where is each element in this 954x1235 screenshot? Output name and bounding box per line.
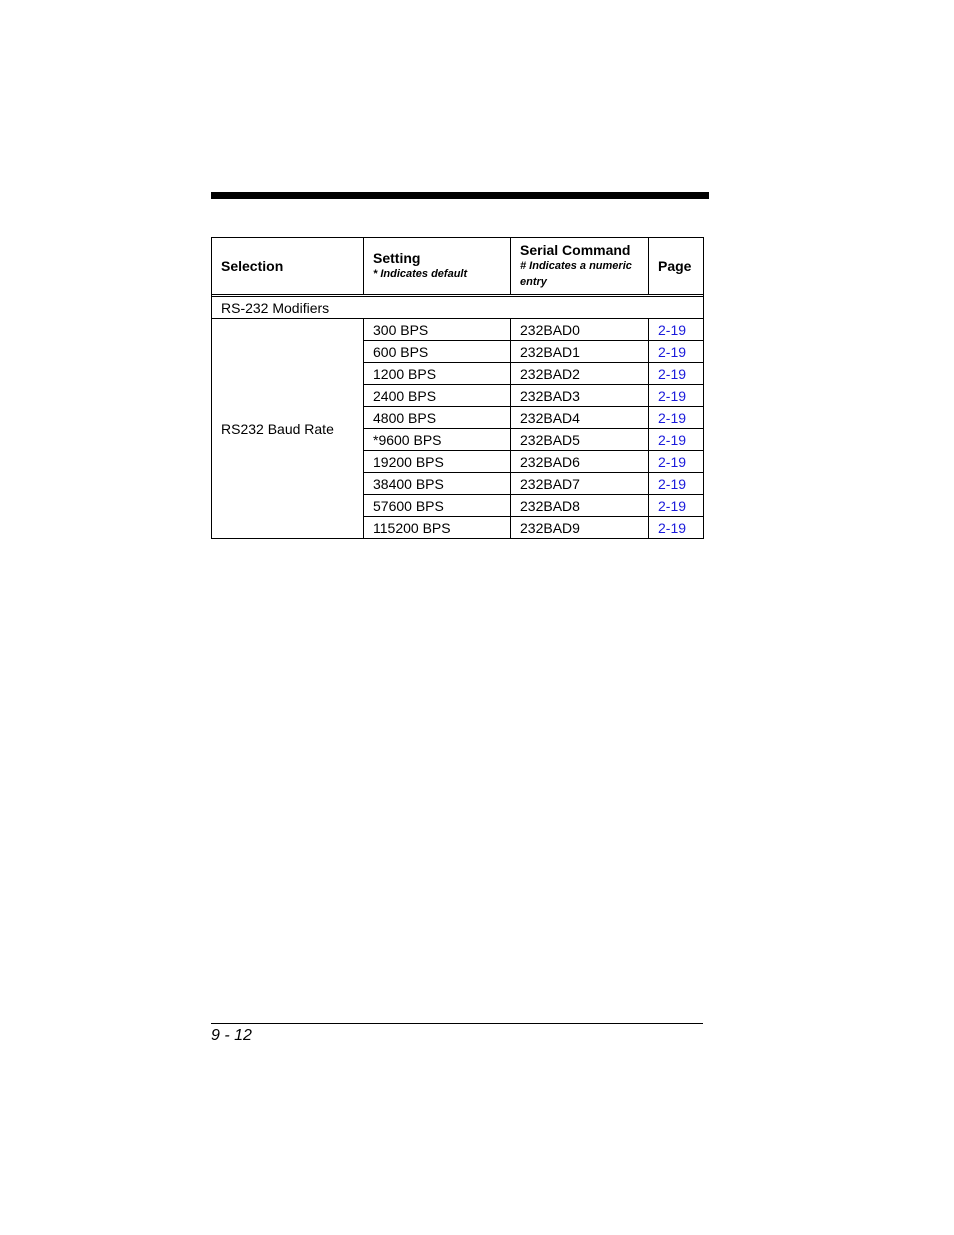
setting-default-note: * Indicates default [373,268,468,280]
header-rule [211,192,709,199]
setting-cell: 4800 BPS [364,407,511,429]
group-label: RS-232 Modifiers [212,297,704,319]
page-link[interactable]: 2-19 [658,365,687,382]
setting-cell: 57600 BPS [364,495,511,517]
command-cell: 232BAD8 [511,495,649,517]
setting-cell: 38400 BPS [364,473,511,495]
command-cell: 232BAD6 [511,451,649,473]
command-cell: 232BAD2 [511,363,649,385]
page-cell [649,451,704,473]
setting-cell: 1200 BPS [364,363,511,385]
selection-cell: RS232 Baud Rate [212,319,364,539]
page-cell [649,517,704,539]
numeric-entry-note: # Indicates a numeric entry [520,260,632,288]
header-page: Page [649,238,704,295]
page-link[interactable]: 2-19 [658,497,687,514]
setting-cell: 600 BPS [364,341,511,363]
page-cell [649,473,704,495]
group-row [212,297,704,319]
page-cell [649,363,704,385]
table-header-row [212,238,704,295]
command-cell: 232BAD0 [511,319,649,341]
table-row [212,319,704,341]
command-cell: 232BAD3 [511,385,649,407]
setting-cell: 19200 BPS [364,451,511,473]
setting-cell: *9600 BPS [364,429,511,451]
page-link[interactable]: 2-19 [658,431,687,448]
page-cell [649,385,704,407]
command-cell: 232BAD7 [511,473,649,495]
page-cell [649,319,704,341]
command-cell: 232BAD9 [511,517,649,539]
page-link[interactable]: 2-19 [658,453,687,470]
page-link[interactable]: 2-19 [658,475,687,492]
header-setting: Setting * Indicates default [364,238,511,295]
setting-cell: 115200 BPS [364,517,511,539]
header-selection: Selection [212,238,364,295]
page-cell [649,341,704,363]
header-serial-command: Serial Command # Indicates a numeric entry [511,238,649,295]
page-link[interactable]: 2-19 [658,519,687,536]
page-cell [649,429,704,451]
page-link[interactable]: 2-19 [658,321,687,338]
serial-command-table [211,237,704,539]
page-link[interactable]: 2-19 [658,343,687,360]
setting-cell: 2400 BPS [364,385,511,407]
setting-cell: 300 BPS [364,319,511,341]
footer-rule [211,1023,703,1024]
command-cell: 232BAD4 [511,407,649,429]
command-cell: 232BAD1 [511,341,649,363]
page-cell [649,407,704,429]
command-cell: 232BAD5 [511,429,649,451]
page-number: 9 - 12 [211,1027,252,1044]
page-cell [649,495,704,517]
page-link[interactable]: 2-19 [658,387,687,404]
page-link[interactable]: 2-19 [658,409,687,426]
